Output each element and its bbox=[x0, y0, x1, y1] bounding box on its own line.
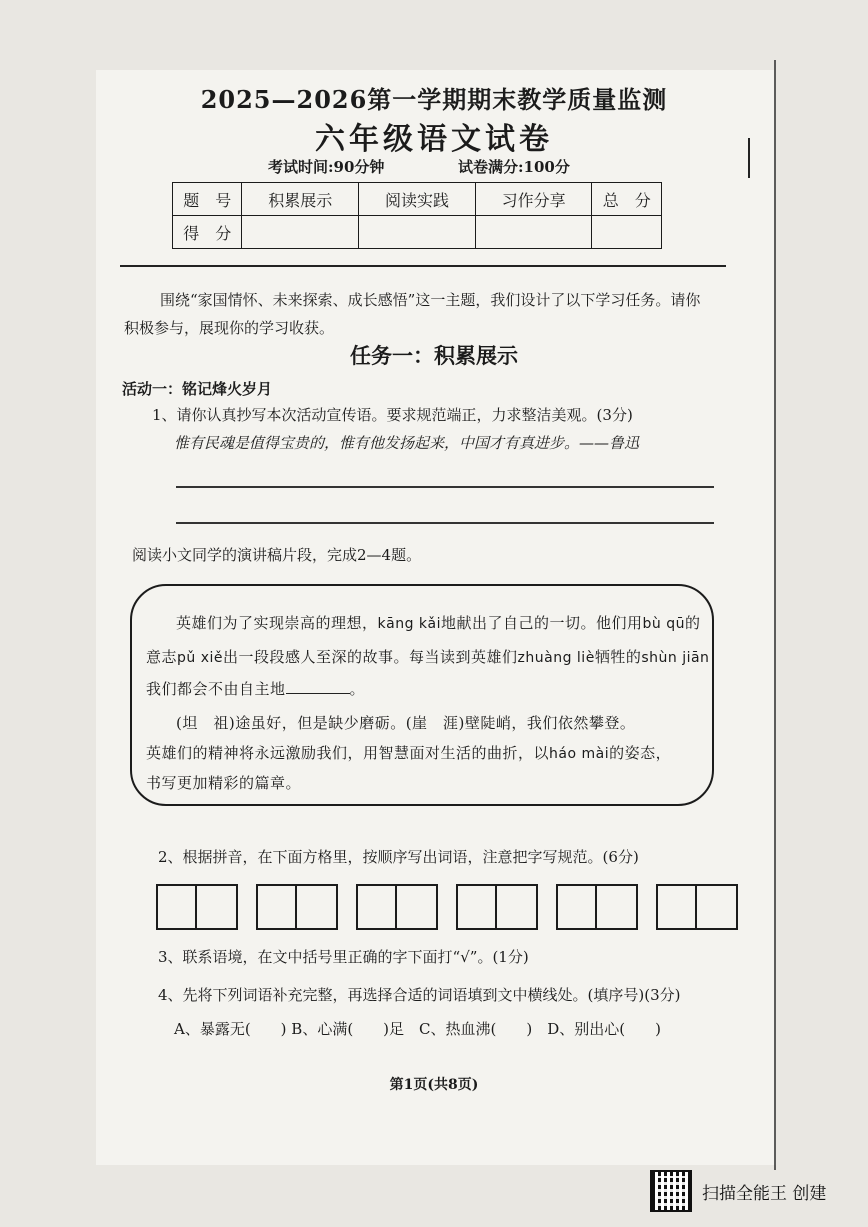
question-4-options: A、暴露无( ) B、心满( )足 C、热血沸( ) D、别出心( ) bbox=[174, 1020, 661, 1038]
pinyin: háo mài bbox=[549, 746, 610, 762]
question-3: 3、联系语境，在文中括号里正确的字下面打“√”。(1分) bbox=[158, 948, 529, 966]
character-grid[interactable] bbox=[556, 884, 638, 930]
question-4: 4、先将下列词语补充完整，再选择合适的词语填到文中横线处。(填序号)(3分) bbox=[158, 986, 681, 1004]
score-blank-cell[interactable] bbox=[359, 216, 476, 249]
activity-title: 活动一：铭记烽火岁月 bbox=[122, 380, 273, 398]
question-2: 2、根据拼音，在下面方格里，按顺序写出词语，注意把字写规范。(6分) bbox=[158, 848, 639, 866]
character-grid[interactable] bbox=[356, 884, 438, 930]
page-number: 第1页(共8页) bbox=[389, 1077, 479, 1093]
speech-text: 意志 bbox=[146, 648, 178, 666]
character-grid[interactable] bbox=[256, 884, 338, 930]
page-edge-line bbox=[774, 60, 776, 1170]
character-grid[interactable] bbox=[656, 884, 738, 930]
intro-line: 积极参与，展现你的学习收获。 bbox=[124, 319, 335, 337]
speech-line: 书写更加精彩的篇章。 bbox=[146, 774, 302, 792]
question-1: 1、请你认真抄写本次活动宣传语。要求规范端正，力求整洁美观。(3分) bbox=[152, 406, 633, 424]
speech-text: 英雄们为了实现崇高的理想， bbox=[176, 614, 378, 632]
speech-text: 的 bbox=[685, 614, 701, 632]
speech-line bbox=[146, 646, 709, 667]
slogan-quote: 惟有民魂是值得宝贵的，惟有他发扬起来，中国才有真进步。——鲁迅 bbox=[174, 434, 640, 452]
speech-line bbox=[176, 612, 701, 633]
exam-time: 考试时间:90分钟 bbox=[268, 158, 385, 176]
divider bbox=[120, 265, 726, 267]
speech-text: 的姿态， bbox=[609, 744, 672, 762]
pinyin: zhuàng liè bbox=[517, 650, 595, 666]
score-table bbox=[172, 182, 662, 249]
intro-line: 围绕“家国情怀、未来探索、成长感悟”这一主题，我们设计了以下学习任务。请你 bbox=[160, 291, 701, 309]
character-grid[interactable] bbox=[456, 884, 538, 930]
speech-text: 出一段段感人至深的故事。每当读到英雄们 bbox=[223, 648, 518, 666]
speech-text: 英雄们的精神将永远激励我们，用智慧面对生活的曲折，以 bbox=[146, 744, 550, 762]
score-blank-cell[interactable] bbox=[475, 216, 592, 249]
watermark-text: 扫描全能王 创建 bbox=[702, 1183, 827, 1204]
score-blank-cell[interactable] bbox=[242, 216, 359, 249]
score-cell: 积累展示 bbox=[242, 183, 359, 216]
exam-subtitle: 六年级语文试卷 bbox=[315, 122, 553, 157]
qr-code-icon bbox=[650, 1170, 692, 1212]
character-grid[interactable] bbox=[156, 884, 238, 930]
score-table-score-row bbox=[173, 216, 662, 249]
score-blank-cell[interactable] bbox=[592, 216, 662, 249]
scanner-watermark bbox=[650, 1170, 826, 1212]
fill-blank[interactable] bbox=[286, 679, 350, 694]
score-cell: 题 号 bbox=[173, 183, 242, 216]
speech-line bbox=[146, 678, 365, 699]
full-score: 试卷满分:100分 bbox=[458, 158, 570, 176]
reading-intro: 阅读小文同学的演讲稿片段，完成2—4题。 bbox=[132, 546, 422, 564]
exam-title: 2025—2026第一学期期末教学质量监测 bbox=[200, 85, 668, 114]
score-cell: 得 分 bbox=[173, 216, 242, 249]
task-title: 任务一：积累展示 bbox=[350, 344, 518, 368]
speech-text: 牺牲的 bbox=[594, 648, 642, 666]
writing-line[interactable] bbox=[176, 486, 714, 488]
writing-line[interactable] bbox=[176, 522, 714, 524]
score-cell: 阅读实践 bbox=[359, 183, 476, 216]
speech-text: 我们都会不由自主地 bbox=[146, 680, 286, 698]
speech-text: 。 bbox=[349, 680, 366, 698]
score-table-header-row bbox=[173, 183, 662, 216]
speech-line: (坦 祖)途虽好，但是缺少磨砺。(崖 涯)壁陡峭，我们依然攀登。 bbox=[176, 714, 636, 732]
score-cell: 习作分享 bbox=[475, 183, 592, 216]
score-cell: 总 分 bbox=[592, 183, 662, 216]
pinyin: pǔ xiě bbox=[177, 650, 224, 666]
pinyin: kāng kǎi bbox=[377, 616, 441, 632]
pinyin: bù qū bbox=[642, 616, 685, 632]
speech-line bbox=[146, 742, 671, 763]
speech-text: 地献出了自己的一切。他们用 bbox=[441, 614, 643, 632]
pinyin: shùn jiān bbox=[641, 650, 710, 666]
